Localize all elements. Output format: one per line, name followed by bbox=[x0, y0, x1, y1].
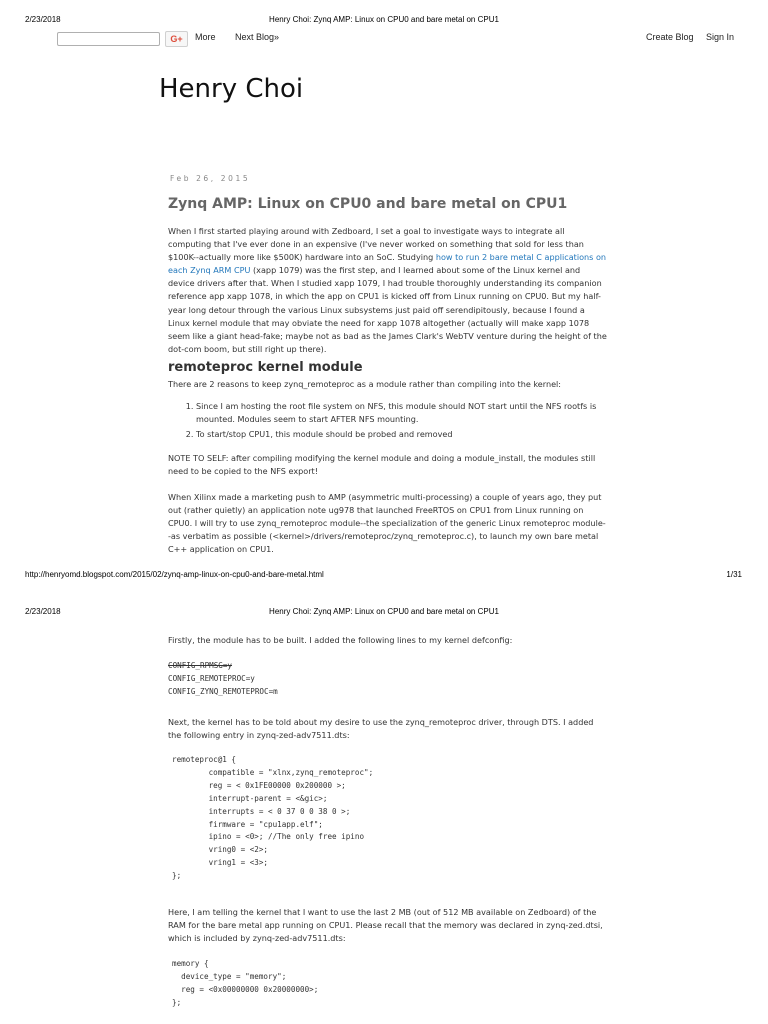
post-paragraph-note: NOTE TO SELF: after compiling modifying the kernel module and doing a module_install, the modules still need to be copied to the NFS export! bbox=[168, 453, 596, 477]
post-paragraph-xilinx: When Xilinx made a marketing push to AMP (asymmetric multi-processing) a couple of years ago, they put out (rather quietly) an application note ug978 that launched FreeRTOS on CPU1 from Linux running on CPU0. I will try to use zynq_remoteproc module--the specialization of the generic Linux remoteproc module--as verbatim as possible (<kernel>/drivers/remoteproc/zynq_remoteproc.c), to launch my own bare metal C++ application on CPU1. bbox=[168, 492, 606, 555]
print-doc-title: Henry Choi: Zynq AMP: Linux on CPU0 and bare metal on CPU1 bbox=[269, 607, 499, 616]
intro-text-before: When I first started playing around with Zedboard, I set a goal to investigate ways to integrate all computing that I've ever done in an expensive (I've never worked on something that sold for less than $100K--actually more like $500K) hardware into an SoC. Studying bbox=[168, 226, 584, 263]
google-plus-button[interactable]: G+ bbox=[165, 31, 188, 47]
code-line: CONFIG_RPMSG=y bbox=[168, 661, 233, 670]
reasons-list bbox=[168, 400, 608, 443]
intro-text-after: (xapp 1079) was the first step, and I learned about some of the Linux kernel and device drivers after that. When I studied xapp 1079, I had trouble thoroughly understanding its companion reference app xapp 1078, in which the app on CPU1 is kicked off from Linux running on CPU0. But my half-year long detour through the various Linux subsystems just paid off serendipitously, because I found a Linux kernel module that may obviate the need for xapp 1078 altogether (actually will make xapp 1078 seem like a giant head-fake; maybe not as bad as the James Clark's WebTV venture during the height of the dot-com boom, but still right up there). bbox=[168, 265, 607, 354]
section-heading: remoteproc kernel module bbox=[168, 360, 363, 375]
dts-code-block: remoteproc@1 { compatible = "xlnx,zynq_remoteproc"; reg = < 0x1FE00000 0x200000 >; interrupt-parent = <&gic>; interrupts = < 0 37 0 0 38 0 >; firmware = "cpu1app.elf"; ipino = <0>; //The only free ipino vring0 = <2>; vring1 = <3>; }; bbox=[172, 755, 374, 881]
code-line: CONFIG_ZYNQ_REMOTEPROC=m bbox=[168, 686, 278, 696]
list-item: 1. Since I am hosting the root file system on NFS, this module should NOT start until the NFS rootfs is mounted. Modules seem to start AFTER NFS mounting. bbox=[196, 400, 608, 426]
post-paragraph-build: Firstly, the module has to be built. I added the following lines to my kernel defconfig: bbox=[168, 635, 513, 645]
print-header bbox=[0, 604, 768, 618]
xapp1079-link[interactable]: how to run 2 bare metal C applications on each Zynq ARM CPU bbox=[168, 252, 607, 276]
blogger-navbar bbox=[0, 28, 768, 50]
print-url: http://henryomd.blogspot.com/2015/02/zynq-amp-linux-on-cpu0-and-bare-metal.html bbox=[25, 570, 324, 579]
print-date: 2/23/2018 bbox=[25, 607, 61, 616]
list-item: 2. To start/stop CPU1, this module should be probed and removed bbox=[196, 428, 608, 441]
post-paragraph-reasons: There are 2 reasons to keep zynq_remoteproc as a module rather than compiling into the kernel: bbox=[168, 379, 562, 389]
search-input[interactable] bbox=[57, 32, 160, 46]
post-title[interactable]: Zynq AMP: Linux on CPU0 and bare metal on CPU1 bbox=[168, 196, 568, 212]
print-footer bbox=[0, 567, 768, 581]
print-doc-title: Henry Choi: Zynq AMP: Linux on CPU0 and bare metal on CPU1 bbox=[269, 15, 499, 24]
post-date: Feb 26, 2015 bbox=[170, 174, 251, 183]
memory-code-block: memory { device_type = "memory"; reg = <0x00000000 0x20000000>; }; bbox=[172, 959, 319, 1007]
sign-in-link[interactable]: Sign In bbox=[706, 32, 735, 42]
create-blog-link[interactable]: Create Blog bbox=[646, 32, 694, 42]
more-link[interactable]: More bbox=[195, 32, 216, 42]
next-blog-link[interactable]: Next Blog» bbox=[235, 32, 280, 42]
blog-title[interactable]: Henry Choi bbox=[159, 74, 304, 104]
post-paragraph-intro bbox=[168, 225, 608, 356]
defconfig-code-block bbox=[168, 660, 278, 699]
print-date: 2/23/2018 bbox=[25, 15, 61, 24]
post-paragraph-dts: Next, the kernel has to be told about my desire to use the zynq_remoteproc driver, through DTS. I added the following entry in zynq-zed-adv7511.dts: bbox=[168, 717, 594, 741]
print-header bbox=[0, 12, 768, 26]
post-paragraph-memory: Here, I am telling the kernel that I want to use the last 2 MB (out of 512 MB available on Zedboard) of the RAM for the bare metal app running on CPU1. Please recall that the memory was declared in zynq-zed.dtsi, which is included by zynq-zed-adv7511.dts: bbox=[168, 907, 603, 944]
code-line: CONFIG_REMOTEPROC=y bbox=[168, 673, 255, 683]
print-page-number: 1/31 bbox=[726, 570, 742, 579]
